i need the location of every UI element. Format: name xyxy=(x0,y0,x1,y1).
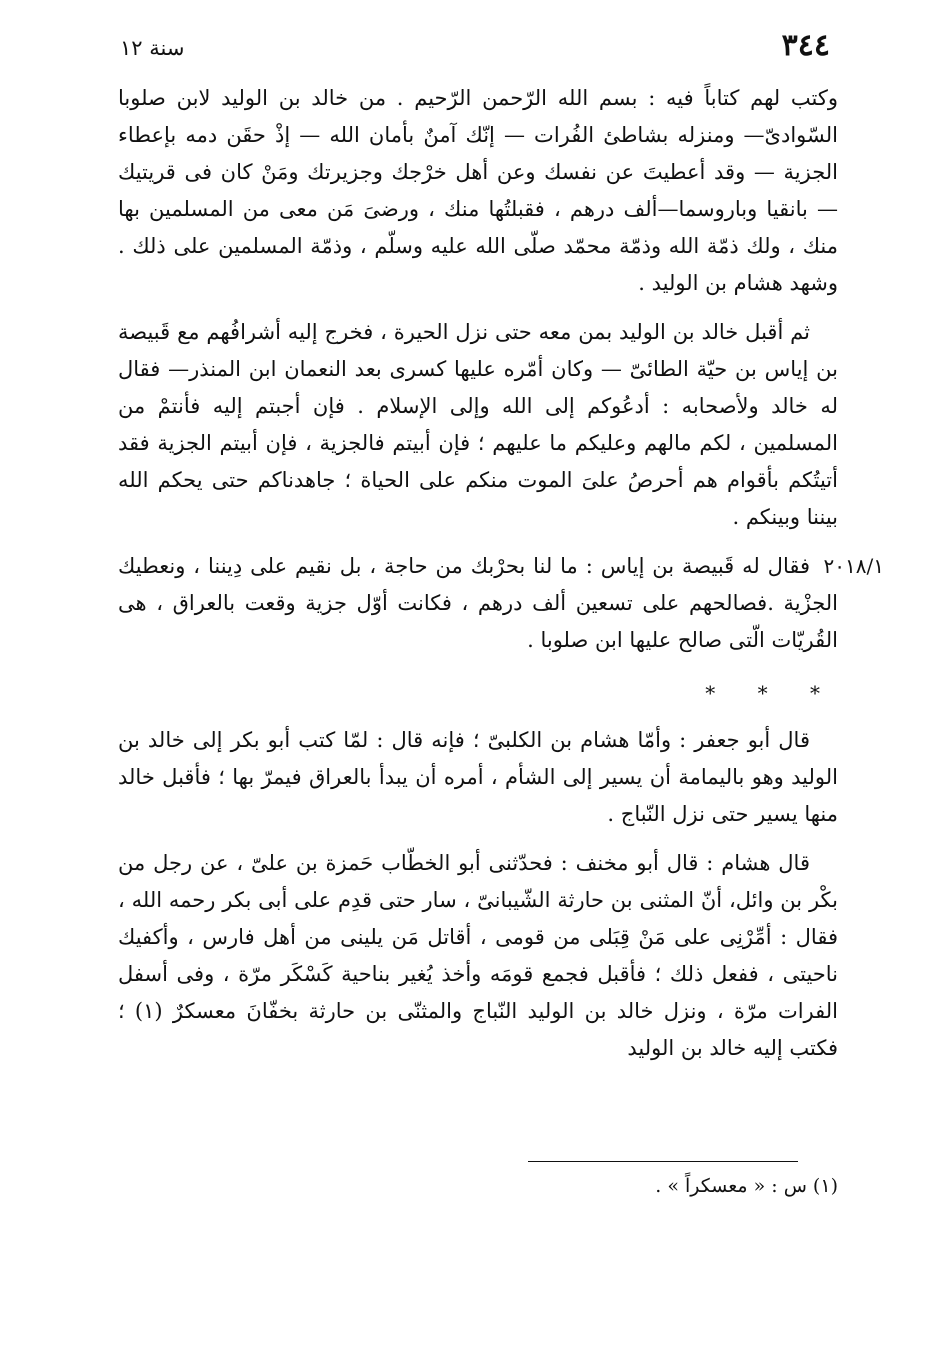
page-header xyxy=(0,28,940,68)
footnote-divider xyxy=(528,1161,798,1162)
paragraph: وكتب لهم كتاباً فيه : بسم الله الرّحمن الرّحيم . من خالد بن الوليد لابن صلوبا السّوادىّ— ومنزله بشاطئ الفُرات — إنّك آمنٌ بأمان الله — إذْ حقَن دمه بإعطاء الجزية — وقد أعطيتَ عن نفسك وعن أهل خرْجك وجزيرتك ومَنْ كان فى قريتيك — بانقيا وباروسما—ألف درهم ، فقبلتُها منك ، ورضىَ مَن معى من المسلمين بها منك ، ولك ذمّة الله وذمّة محمّد صلّى الله عليه وسلّم ، وذمّة المسلمين على ذلك . وشهد هشام بن الوليد . xyxy=(118,86,838,295)
margin-reference: ٢٠١٨/١ xyxy=(823,554,884,578)
page-number: ٣٤٤ xyxy=(781,28,830,63)
footnote: (١) س : « معسكراً » . xyxy=(655,1175,838,1197)
paragraph: قال هشام : قال أبو مخنف : فحدّثنى أبو الخطّاب حَمزة بن علىّ ، عن رجل من بكْر بن وائل، أنّ المثنى بن حارثة الشّيبانىّ ، سار حتى قدِم على أبى بكر رحمه الله ، فقال : أمِّرْنِى على مَنْ قِبَلى من قومى ، أقاتل مَن يلينى من أهل فارس ، وأكفيك ناحيتى ، ففعل ذلك ؛ فأقبل فجمع قومَه وأخذ يُغير بناحية كَسْكَر مرّة ، وفى أسفل الفرات مرّة ، ونزل خالد بن الوليد النّباج والمثنّى بن حارثة بخفّانَ معسكرٌ (١) ؛ فكتب إليه خالد بن الوليد xyxy=(118,851,838,1060)
running-head: سنة ١٢ xyxy=(120,36,185,60)
paragraph: قال أبو جعفر : وأمّا هشام بن الكلبىّ ؛ فإنه قال : لمّا كتب أبو بكر إلى خالد بن الوليد وهو باليمامة أن يسير إلى الشأم ، أمره أن يبدأ بالعراق فيمرّ بها ؛ فأقبل خالد منها يسير حتى نزل النّباج . xyxy=(118,728,838,826)
section-separator: * * * xyxy=(705,681,838,705)
paragraph-with-margin-ref xyxy=(118,548,884,659)
paragraph: ثم أقبل خالد بن الوليد بمن معه حتى نزل الحيرة ، فخرج إليه أشرافُهم مع قَبيصة بن إياس بن حيّة الطائىّ — وكان أمّره عليها كسرى بعد النعمان ابن المنذر— فقال له خالد ولأصحابه : أدعُوكم إلى الله وإلى الإسلام . فإن أجبتم إليه فأنتمْ من المسلمين ، لكم مالهم وعليكم ما عليهم ؛ فإن أبيتم فالجزية ، فإن أبيتم الجزية فقد أتيتُكم بأقوام هم أحرصُ علىَ الموت منكم على الحياة ؛ جاهدناكم حتى يحكم الله بيننا وبينكم . xyxy=(118,320,838,529)
body-text xyxy=(118,80,884,1079)
paragraph: فقال له قَبيصة بن إياس : ما لنا بحرْبك من حاجة ، بل نقيم على دِيننا ، ونعطيك الجزْية .فصالحهم على تسعين ألف درهم ، فكانت أوّل جزية وقعت بالعراق ، هى القُريّات الّتى صالح عليها ابن صلوبا . xyxy=(118,554,838,652)
